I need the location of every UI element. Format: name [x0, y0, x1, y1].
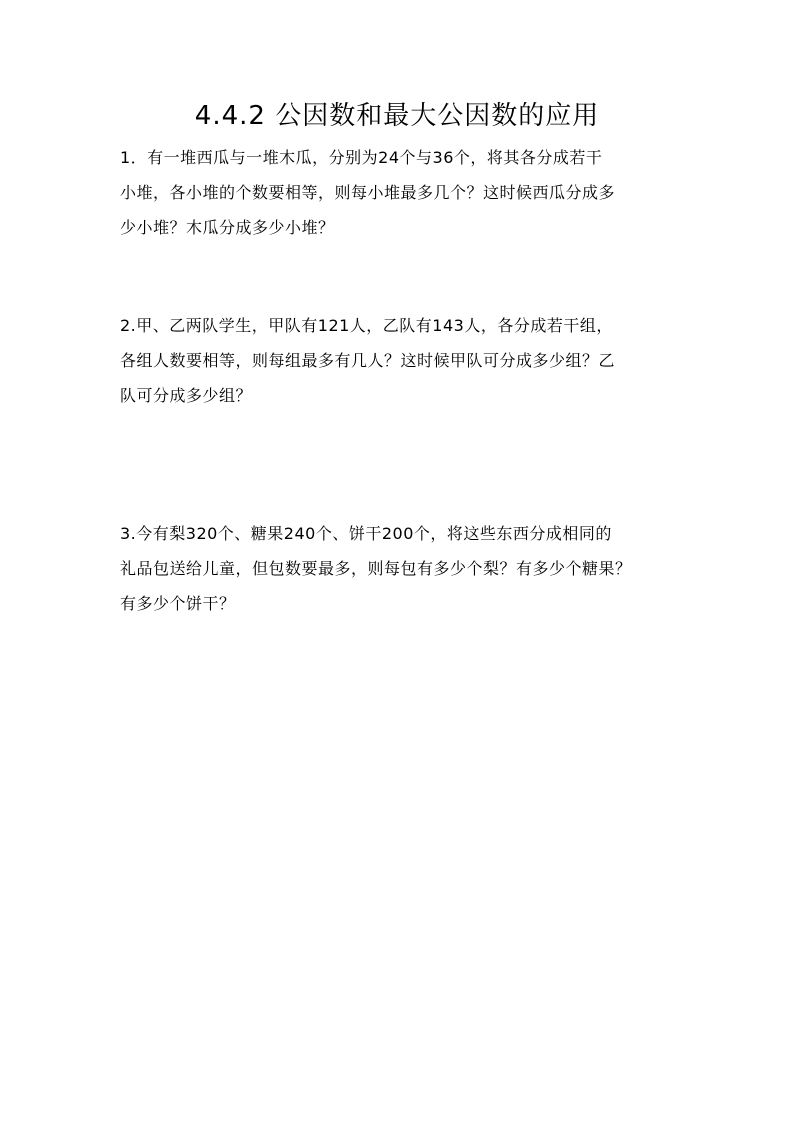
problem-3-line-1: 3.今有梨320个、糖果240个、饼干200个，将这些东西分成相同的	[120, 524, 612, 543]
problem-1-line-2: 小堆，各小堆的个数要相等，则每小堆最多几个？这时候西瓜分成多	[120, 183, 616, 202]
page-title: 4.4.2 公因数和最大公因数的应用	[194, 101, 600, 131]
problem-3-line-2: 礼品包送给儿童，但包数要最多，则每包有多少个梨？有多少个糖果？	[120, 559, 632, 578]
problem-2-line-1: 2.甲、乙两队学生，甲队有121人，乙队有143人，各分成若干组，	[120, 316, 613, 335]
problem-1	[120, 140, 690, 245]
problem-3-line-3: 有多少个饼干？	[120, 594, 236, 613]
problem-1-line-3: 少小堆？木瓜分成多少小堆？	[120, 218, 335, 237]
problem-2-line-2: 各组人数要相等，则每组最多有几人？这时候甲队可分成多少组？乙	[120, 351, 616, 370]
problem-2	[120, 308, 690, 413]
problem-3	[120, 516, 690, 621]
problem-1-line-1: 1．有一堆西瓜与一堆木瓜，分别为24个与36个，将其各分成若干	[120, 148, 603, 167]
problem-2-line-3: 队可分成多少组？	[120, 386, 253, 405]
